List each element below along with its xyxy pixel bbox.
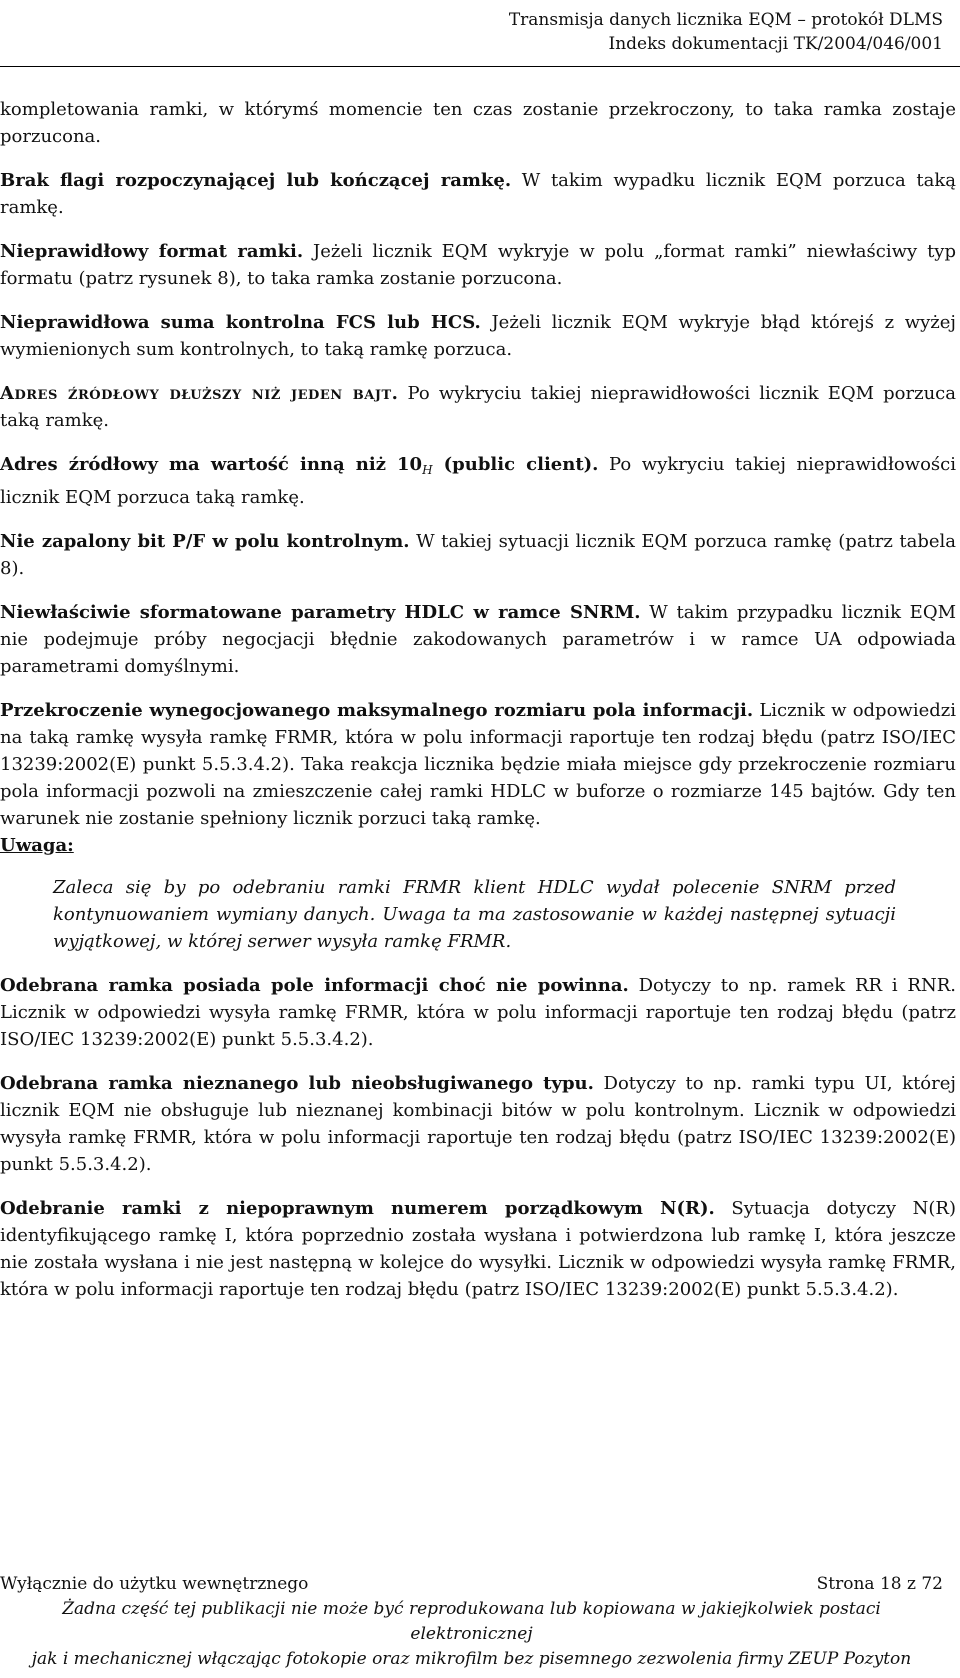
paragraph-text: Po wykryciu takiej nieprawidłowości licznik EQM porzuca taką ramkę. bbox=[0, 383, 956, 431]
paragraph bbox=[0, 599, 956, 680]
footer-classification: Wyłącznie do użytku wewnętrznego bbox=[0, 1574, 309, 1594]
note-text: Zaleca się by po odebraniu ramki FRMR klient HDLC wydał polecenie SNRM przed kontynuowaniem wymiany danych. Uwaga ta ma zastosowanie w każdej następnej sytuacji wyjątkowej, w której serwer wysyła ramkę FRMR. bbox=[53, 877, 896, 952]
paragraph-text: Dotyczy to np. ramki typu UI, której licznik EQM nie obsługuje lub nieznanej kombinacji bitów w polu kontrolnym. Licznik w odpowiedzi wysyła ramkę FRMR, która w polu informacji raportuje ten rodzaj błędu (patrz ISO/IEC 13239:2002(E) punkt 5.5.3.4.2). bbox=[0, 1073, 956, 1175]
paragraph-heading: Niewłaściwie sformatowane parametry HDLC w ramce SNRM. bbox=[0, 602, 641, 623]
paragraph-heading: Adres źródłowy dłuższy niż jeden bajt. bbox=[0, 383, 399, 404]
running-header bbox=[509, 8, 943, 56]
paragraph-text: Jeżeli licznik EQM wykryje błąd którejś z wyżej wymienionych sum kontrolnych, to taką ramkę porzuca. bbox=[0, 312, 956, 360]
paragraph bbox=[0, 528, 956, 582]
page-number: Strona 18 z 72 bbox=[816, 1574, 943, 1594]
paragraph-text: Dotyczy to np. ramek RR i RNR. Licznik w odpowiedzi wysyła ramkę FRMR, która w polu informacji raportuje ten rodzaj błędu (patrz ISO/IEC 13239:2002(E) punkt 5.5.3.4.2). bbox=[0, 975, 956, 1050]
paragraph bbox=[0, 697, 956, 832]
paragraph-text: W takim przypadku licznik EQM nie podejmuje próby negocjacji błędnie zakodowanych parametrów i w ramce UA odpowiada parametrami domyślnymi. bbox=[0, 602, 957, 677]
copyright-line-1: Żadna część tej publikacji nie może być reprodukowana lub kopiowana w jakiejkolwiek postaci elektronicznej bbox=[62, 1599, 881, 1644]
paragraph-text: Licznik w odpowiedzi na taką ramkę wysyła ramkę FRMR, która w polu informacji raportuje ten rodzaj błędu (patrz ISO/IEC 13239:2002(E) punkt 5.5.3.4.2). Taka reakcja licznika będzie miała miejsce gdy przekroczenie rozmiaru pola informacji pozwoli na zmieszczenie całej ramki HDLC w buforze o rozmiarze 145 bajtów. Gdy ten warunek nie zostanie spełniony licznik porzuci taką ramkę. bbox=[0, 700, 956, 829]
paragraph-heading: Nie zapalony bit P/F w polu kontrolnym. bbox=[0, 531, 410, 552]
paragraph-text: kompletowania ramki, w którymś momencie ten czas zostanie przekroczony, to taka ramka zostaje porzucona. bbox=[0, 99, 956, 147]
paragraph-heading: Nieprawidłowy format ramki. bbox=[0, 241, 304, 262]
paragraph-heading: Odebranie ramki z niepoprawnym numerem porządkowym N(R). bbox=[0, 1198, 715, 1219]
paragraph bbox=[0, 238, 956, 292]
paragraph-text: W takim wypadku licznik EQM porzuca taką ramkę. bbox=[0, 170, 956, 218]
paragraph-heading: Brak flagi rozpoczynającej lub kończącej ramkę. bbox=[0, 170, 512, 191]
paragraph bbox=[0, 972, 956, 1053]
paragraph-heading: Nieprawidłowa suma kontrolna FCS lub HCS. bbox=[0, 312, 481, 333]
paragraph-text: Po wykryciu takiej nieprawidłowości licznik EQM porzuca taką ramkę. bbox=[0, 454, 957, 508]
paragraph-text: Jeżeli licznik EQM wykryje w polu „format ramki” niewłaściwy typ formatu (patrz rysunek 8), to taka ramka zostanie porzucona. bbox=[0, 241, 956, 289]
subscript-h: H bbox=[422, 463, 433, 477]
header-rule bbox=[0, 66, 960, 67]
paragraph bbox=[0, 309, 956, 363]
paragraph-heading bbox=[0, 454, 598, 475]
header-doc-index: Indeks dokumentacji TK/2004/046/001 bbox=[608, 34, 943, 54]
paragraph bbox=[0, 96, 956, 150]
paragraph-text: W takiej sytuacji licznik EQM porzuca ramkę (patrz tabela 8). bbox=[0, 531, 956, 579]
paragraph bbox=[0, 1070, 956, 1178]
header-title: Transmisja danych licznika EQM – protokół DLMS bbox=[508, 10, 943, 30]
footer-row bbox=[0, 1572, 943, 1597]
paragraph-heading: Przekroczenie wynegocjowanego maksymalnego rozmiaru pola informacji. bbox=[0, 700, 754, 721]
heading-part: Adres źródłowy ma wartość inną niż 10 bbox=[0, 454, 423, 475]
page-footer bbox=[0, 1572, 943, 1672]
paragraph bbox=[0, 167, 956, 221]
note-label: Uwaga: bbox=[0, 835, 74, 856]
paragraph-heading: Odebrana ramka nieznanego lub nieobsługiwanego typu. bbox=[0, 1073, 594, 1094]
page-body bbox=[0, 96, 956, 1320]
paragraph bbox=[0, 380, 956, 434]
heading-part: (public client). bbox=[432, 454, 599, 475]
paragraph-text: Sytuacja dotyczy N(R) identyfikującego ramkę I, która poprzednio została wysłana i potwierdzona lub ramkę I, która jeszcze nie została wysłana i nie jest następną w kolejce do wysyłki. Licznik w odpowiedzi wysyła ramkę FRMR, która w polu informacji raportuje ten rodzaj błędu (patrz ISO/IEC 13239:2002(E) punkt 5.5.3.4.2). bbox=[0, 1198, 956, 1300]
paragraph-heading: Odebrana ramka posiada pole informacji choć nie powinna. bbox=[0, 975, 629, 996]
paragraph bbox=[0, 1195, 956, 1303]
copyright-line-2: jak i mechanicznej włączając fotokopie oraz mikrofilm bez pisemnego zezwolenia firmy ZEUP Pozyton bbox=[31, 1649, 912, 1669]
paragraph bbox=[0, 451, 956, 511]
